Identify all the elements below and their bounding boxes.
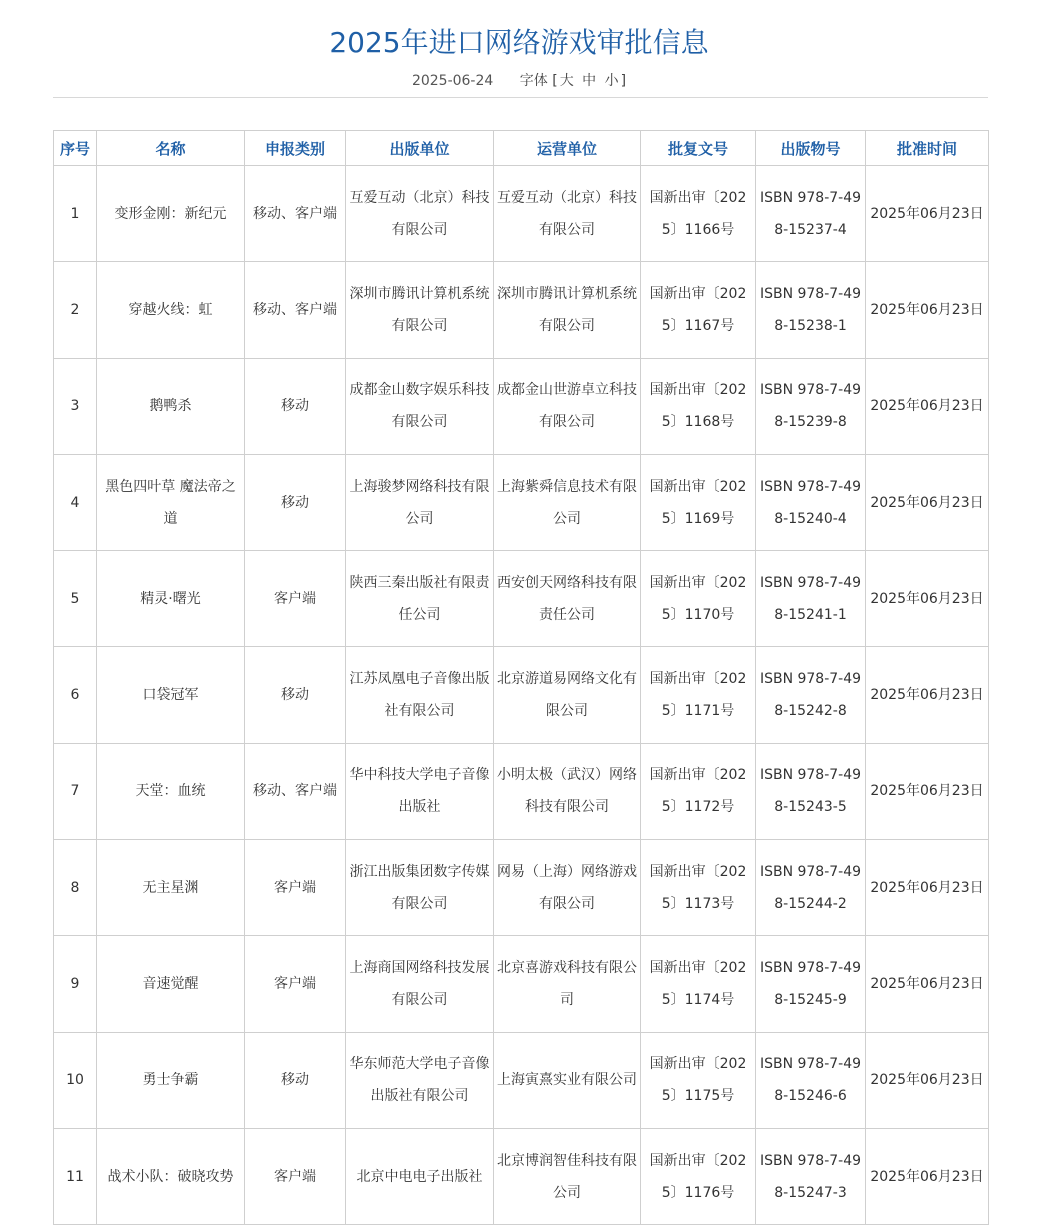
cell-operator: 上海寅熹实业有限公司: [494, 1032, 641, 1128]
header-divider: [53, 97, 988, 98]
font-size-large-button[interactable]: 大: [559, 73, 574, 89]
cell-game-name: 音速觉醒: [97, 936, 245, 1032]
cell-approval-date: 2025年06月23日: [866, 743, 989, 839]
cell-publisher: 深圳市腾讯计算机系统有限公司: [346, 262, 494, 358]
column-header-index: 序号: [54, 131, 97, 166]
table-row: [54, 1128, 989, 1224]
cell-index: 5: [54, 551, 97, 647]
table-row: [54, 454, 989, 550]
column-header-approval-number: 批复文号: [641, 131, 756, 166]
cell-publisher: 互爱互动（北京）科技有限公司: [346, 166, 494, 262]
cell-publication-number: ISBN 978-7-498-15238-1: [756, 262, 866, 358]
cell-approval-date: 2025年06月23日: [866, 551, 989, 647]
cell-approval-number: 国新出审〔2025〕1173号: [641, 840, 756, 936]
cell-approval-date: 2025年06月23日: [866, 647, 989, 743]
table-row: [54, 840, 989, 936]
cell-index: 4: [54, 454, 97, 550]
table-row: [54, 551, 989, 647]
font-size-medium-button[interactable]: 中: [582, 73, 597, 89]
cell-approval-date: 2025年06月23日: [866, 166, 989, 262]
cell-operator: 西安创天网络科技有限责任公司: [494, 551, 641, 647]
cell-operator: 网易（上海）网络游戏有限公司: [494, 840, 641, 936]
cell-category: 移动: [245, 454, 346, 550]
cell-publisher: 华东师范大学电子音像出版社有限公司: [346, 1032, 494, 1128]
cell-operator: 北京喜游戏科技有限公司: [494, 936, 641, 1032]
cell-approval-date: 2025年06月23日: [866, 358, 989, 454]
table-row: [54, 1032, 989, 1128]
cell-operator: 小明太极（武汉）网络科技有限公司: [494, 743, 641, 839]
cell-operator: 互爱互动（北京）科技有限公司: [494, 166, 641, 262]
cell-publication-number: ISBN 978-7-498-15244-2: [756, 840, 866, 936]
cell-publisher: 上海骏梦网络科技有限公司: [346, 454, 494, 550]
cell-operator: 北京游道易网络文化有限公司: [494, 647, 641, 743]
table-header-row: [54, 131, 989, 166]
font-size-control: [520, 73, 626, 89]
cell-publication-number: ISBN 978-7-498-15239-8: [756, 358, 866, 454]
table-row: [54, 647, 989, 743]
cell-category: 客户端: [245, 936, 346, 1032]
cell-category: 客户端: [245, 840, 346, 936]
cell-approval-number: 国新出审〔2025〕1175号: [641, 1032, 756, 1128]
cell-index: 2: [54, 262, 97, 358]
cell-operator: 上海紫舜信息技术有限公司: [494, 454, 641, 550]
approval-table: [53, 130, 989, 1225]
font-size-bracket-open: [: [552, 73, 558, 89]
table-row: [54, 358, 989, 454]
cell-operator: 北京博润智佳科技有限公司: [494, 1128, 641, 1224]
cell-game-name: 口袋冠军: [97, 647, 245, 743]
cell-publication-number: ISBN 978-7-498-15240-4: [756, 454, 866, 550]
column-header-category: 申报类别: [245, 131, 346, 166]
font-size-label: 字体: [519, 73, 548, 89]
cell-index: 1: [54, 166, 97, 262]
page-title: 2025年进口网络游戏审批信息: [329, 25, 709, 59]
cell-publisher: 陕西三秦出版社有限责任公司: [346, 551, 494, 647]
table-row: [54, 262, 989, 358]
cell-game-name: 鹅鸭杀: [97, 358, 245, 454]
cell-approval-number: 国新出审〔2025〕1176号: [641, 1128, 756, 1224]
cell-approval-date: 2025年06月23日: [866, 454, 989, 550]
cell-publication-number: ISBN 978-7-498-15242-8: [756, 647, 866, 743]
cell-category: 移动、客户端: [245, 262, 346, 358]
cell-approval-date: 2025年06月23日: [866, 1128, 989, 1224]
cell-game-name: 精灵·曙光: [97, 551, 245, 647]
cell-index: 3: [54, 358, 97, 454]
cell-approval-number: 国新出审〔2025〕1168号: [641, 358, 756, 454]
table-row: [54, 936, 989, 1032]
cell-index: 9: [54, 936, 97, 1032]
cell-category: 移动: [245, 647, 346, 743]
cell-publication-number: ISBN 978-7-498-15245-9: [756, 936, 866, 1032]
cell-publication-number: ISBN 978-7-498-15247-3: [756, 1128, 866, 1224]
column-header-publication-number: 出版物号: [756, 131, 866, 166]
table-row: [54, 743, 989, 839]
cell-approval-number: 国新出审〔2025〕1170号: [641, 551, 756, 647]
table-row: [54, 166, 989, 262]
cell-category: 移动: [245, 1032, 346, 1128]
cell-index: 7: [54, 743, 97, 839]
cell-approval-number: 国新出审〔2025〕1166号: [641, 166, 756, 262]
cell-index: 10: [54, 1032, 97, 1128]
cell-approval-number: 国新出审〔2025〕1172号: [641, 743, 756, 839]
cell-publication-number: ISBN 978-7-498-15246-6: [756, 1032, 866, 1128]
cell-publication-number: ISBN 978-7-498-15241-1: [756, 551, 866, 647]
cell-approval-number: 国新出审〔2025〕1174号: [641, 936, 756, 1032]
column-header-approval-date: 批准时间: [866, 131, 989, 166]
cell-approval-number: 国新出审〔2025〕1167号: [641, 262, 756, 358]
publish-date: 2025-06-24: [411, 73, 494, 89]
cell-index: 8: [54, 840, 97, 936]
cell-category: 客户端: [245, 1128, 346, 1224]
font-size-small-button[interactable]: 小: [604, 73, 619, 89]
cell-publication-number: ISBN 978-7-498-15237-4: [756, 166, 866, 262]
cell-publisher: 江苏凤凰电子音像出版社有限公司: [346, 647, 494, 743]
cell-category: 客户端: [245, 551, 346, 647]
cell-approval-date: 2025年06月23日: [866, 262, 989, 358]
cell-approval-date: 2025年06月23日: [866, 1032, 989, 1128]
cell-game-name: 穿越火线：虹: [97, 262, 245, 358]
cell-category: 移动、客户端: [245, 166, 346, 262]
cell-publisher: 华中科技大学电子音像出版社: [346, 743, 494, 839]
cell-operator: 深圳市腾讯计算机系统有限公司: [494, 262, 641, 358]
cell-approval-number: 国新出审〔2025〕1171号: [641, 647, 756, 743]
cell-approval-date: 2025年06月23日: [866, 936, 989, 1032]
column-header-name: 名称: [97, 131, 245, 166]
column-header-publisher: 出版单位: [346, 131, 494, 166]
cell-index: 6: [54, 647, 97, 743]
cell-game-name: 黑色四叶草 魔法帝之道: [97, 454, 245, 550]
cell-approval-number: 国新出审〔2025〕1169号: [641, 454, 756, 550]
cell-index: 11: [54, 1128, 97, 1224]
cell-publisher: 浙江出版集团数字传媒有限公司: [346, 840, 494, 936]
cell-publisher: 上海商国网络科技发展有限公司: [346, 936, 494, 1032]
cell-game-name: 勇士争霸: [97, 1032, 245, 1128]
cell-game-name: 战术小队：破晓攻势: [97, 1128, 245, 1224]
cell-publication-number: ISBN 978-7-498-15243-5: [756, 743, 866, 839]
font-size-bracket-close: ]: [620, 73, 627, 89]
cell-game-name: 天堂：血统: [97, 743, 245, 839]
cell-category: 移动、客户端: [245, 743, 346, 839]
cell-operator: 成都金山世游卓立科技有限公司: [494, 358, 641, 454]
cell-category: 移动: [245, 358, 346, 454]
cell-publisher: 成都金山数字娱乐科技有限公司: [346, 358, 494, 454]
cell-game-name: 无主星渊: [97, 840, 245, 936]
cell-approval-date: 2025年06月23日: [866, 840, 989, 936]
cell-publisher: 北京中电电子出版社: [346, 1128, 494, 1224]
cell-game-name: 变形金刚：新纪元: [97, 166, 245, 262]
meta-bar: [0, 70, 1038, 92]
column-header-operator: 运营单位: [494, 131, 641, 166]
